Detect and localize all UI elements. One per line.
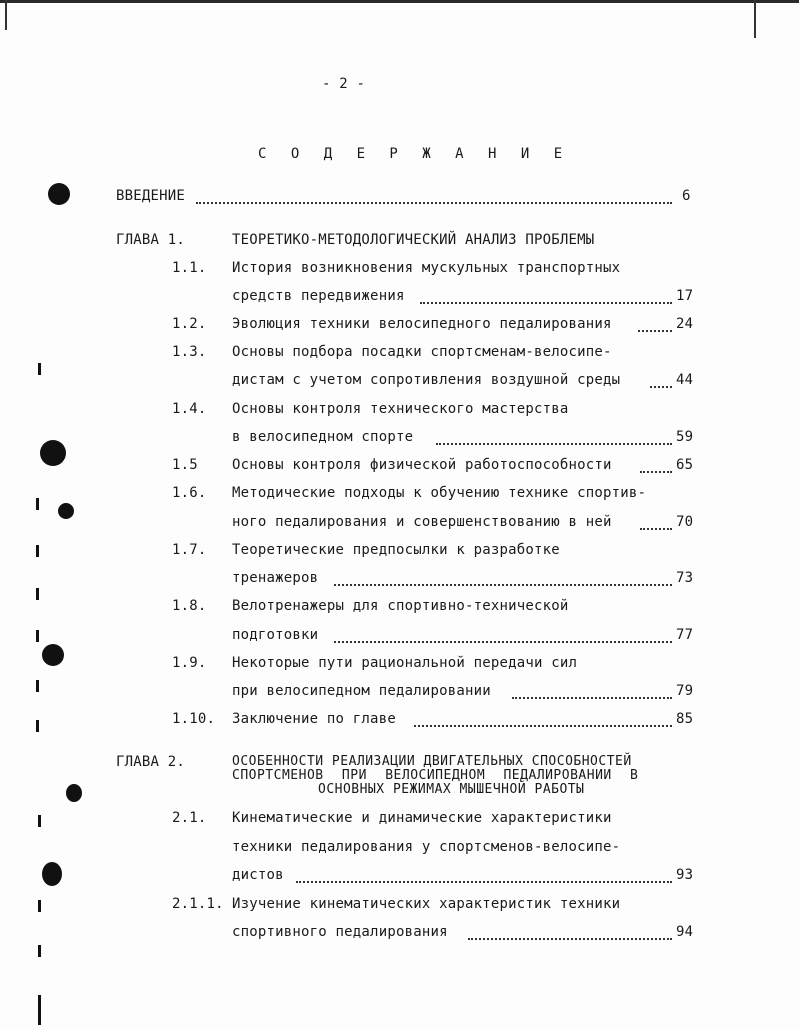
margin-tick bbox=[38, 363, 41, 375]
scan-border-right bbox=[754, 0, 756, 38]
leader-dots bbox=[638, 316, 672, 332]
punch-hole bbox=[66, 784, 82, 802]
scan-border-left bbox=[5, 0, 7, 30]
toc-item-text: Эволюция техники велосипедного педалирования bbox=[232, 316, 612, 332]
toc-item-number: 1.7. bbox=[172, 542, 207, 558]
leader-dots bbox=[196, 188, 672, 204]
toc-item-text: Кинематические и динамические характеристики bbox=[232, 810, 612, 826]
toc-item-text: ного педалирования и совершенствованию в ней bbox=[232, 514, 612, 530]
chapter-2-title: ОСОБЕННОСТИ РЕАЛИЗАЦИИ ДВИГАТЕЛЬНЫХ СПОСОБНОСТЕЙ bbox=[232, 754, 632, 769]
punch-hole bbox=[58, 503, 74, 519]
chapter-1-label: ГЛАВА 1. bbox=[116, 232, 186, 248]
toc-item-text: Теоретические предпосылки к разработке bbox=[232, 542, 560, 558]
toc-item-page: 94 bbox=[676, 924, 694, 940]
intro-label: ВВЕДЕНИЕ bbox=[116, 188, 186, 204]
toc-item-text: спортивного педалирования bbox=[232, 924, 448, 940]
leader-dots bbox=[650, 372, 672, 388]
margin-tick bbox=[38, 900, 41, 912]
toc-item-text: Основы контроля физической работоспособности bbox=[232, 457, 612, 473]
punch-hole bbox=[42, 862, 62, 886]
punch-hole bbox=[42, 644, 64, 666]
scan-border bbox=[0, 0, 799, 3]
leader-dots bbox=[640, 514, 672, 530]
toc-item-number: 2.1.1. bbox=[172, 896, 224, 912]
intro-page: 6 bbox=[682, 188, 691, 204]
toc-item-text: Заключение по главе bbox=[232, 711, 396, 727]
toc-item-number: 1.8. bbox=[172, 598, 207, 614]
toc-item-number: 1.2. bbox=[172, 316, 207, 332]
toc-item-number: 1.10. bbox=[172, 711, 216, 727]
leader-dots bbox=[512, 683, 672, 699]
toc-item-number: 2.1. bbox=[172, 810, 207, 826]
margin-tick bbox=[38, 995, 41, 1025]
toc-item-text: Основы подбора посадки спортсменам-велосипе- bbox=[232, 344, 612, 360]
toc-item-text: подготовки bbox=[232, 627, 319, 643]
toc-item-number: 1.3. bbox=[172, 344, 207, 360]
margin-tick bbox=[38, 945, 41, 957]
margin-tick bbox=[36, 545, 39, 557]
toc-item-page: 59 bbox=[676, 429, 694, 445]
toc-item-text: дистам с учетом сопротивления воздушной среды bbox=[232, 372, 621, 388]
margin-tick bbox=[38, 815, 41, 827]
leader-dots bbox=[334, 570, 672, 586]
toc-item-page: 85 bbox=[676, 711, 694, 727]
page-title: С О Д Е Р Ж А Н И Е bbox=[258, 146, 571, 162]
toc-item-text: Методические подходы к обучению технике спортив- bbox=[232, 485, 647, 501]
toc-item-page: 65 bbox=[676, 457, 694, 473]
toc-item-page: 44 bbox=[676, 372, 694, 388]
toc-item-text: при велосипедном педалировании bbox=[232, 683, 491, 699]
punch-hole bbox=[40, 440, 66, 466]
chapter-2-title: ОСНОВНЫХ РЕЖИМАХ МЫШЕЧНОЙ РАБОТЫ bbox=[318, 782, 585, 797]
punch-hole bbox=[48, 183, 70, 205]
toc-item-number: 1.1. bbox=[172, 260, 207, 276]
toc-item-number: 1.4. bbox=[172, 401, 207, 417]
chapter-1-title: ТЕОРЕТИКО-МЕТОДОЛОГИЧЕСКИЙ АНАЛИЗ ПРОБЛЕМЫ bbox=[232, 232, 595, 248]
toc-item-page: 77 bbox=[676, 627, 694, 643]
toc-item-page: 73 bbox=[676, 570, 694, 586]
toc-item-text: дистов bbox=[232, 867, 284, 883]
leader-dots bbox=[420, 288, 672, 304]
toc-item-text: Изучение кинематических характеристик техники bbox=[232, 896, 621, 912]
toc-item-text: тренажеров bbox=[232, 570, 319, 586]
toc-item-page: 70 bbox=[676, 514, 694, 530]
chapter-2-title: СПОРТСМЕНОВ ПРИ ВЕЛОСИПЕДНОМ ПЕДАЛИРОВАНИИ В bbox=[232, 768, 639, 783]
toc-item-text: Некоторые пути рациональной передачи сил bbox=[232, 655, 578, 671]
margin-tick bbox=[36, 498, 39, 510]
margin-tick bbox=[36, 588, 39, 600]
toc-item-text: в велосипедном спорте bbox=[232, 429, 414, 445]
toc-item-text: техники педалирования у спортсменов-велосипе- bbox=[232, 839, 621, 855]
leader-dots bbox=[640, 457, 672, 473]
leader-dots bbox=[296, 867, 672, 883]
margin-tick bbox=[36, 720, 39, 732]
toc-item-text: Велотренажеры для спортивно-технической bbox=[232, 598, 569, 614]
toc-item-number: 1.5 bbox=[172, 457, 198, 473]
toc-item-number: 1.9. bbox=[172, 655, 207, 671]
toc-item-text: средств передвижения bbox=[232, 288, 405, 304]
toc-item-page: 24 bbox=[676, 316, 694, 332]
leader-dots bbox=[468, 924, 672, 940]
toc-item-page: 79 bbox=[676, 683, 694, 699]
page-number: - 2 - bbox=[322, 76, 366, 92]
leader-dots bbox=[414, 711, 672, 727]
chapter-2-label: ГЛАВА 2. bbox=[116, 754, 186, 770]
toc-item-number: 1.6. bbox=[172, 485, 207, 501]
toc-item-page: 17 bbox=[676, 288, 694, 304]
leader-dots bbox=[436, 429, 672, 445]
toc-item-text: История возникновения мускульных транспортных bbox=[232, 260, 621, 276]
toc-item-text: Основы контроля технического мастерства bbox=[232, 401, 569, 417]
margin-tick bbox=[36, 680, 39, 692]
margin-tick bbox=[36, 630, 39, 642]
leader-dots bbox=[334, 627, 672, 643]
toc-item-page: 93 bbox=[676, 867, 694, 883]
